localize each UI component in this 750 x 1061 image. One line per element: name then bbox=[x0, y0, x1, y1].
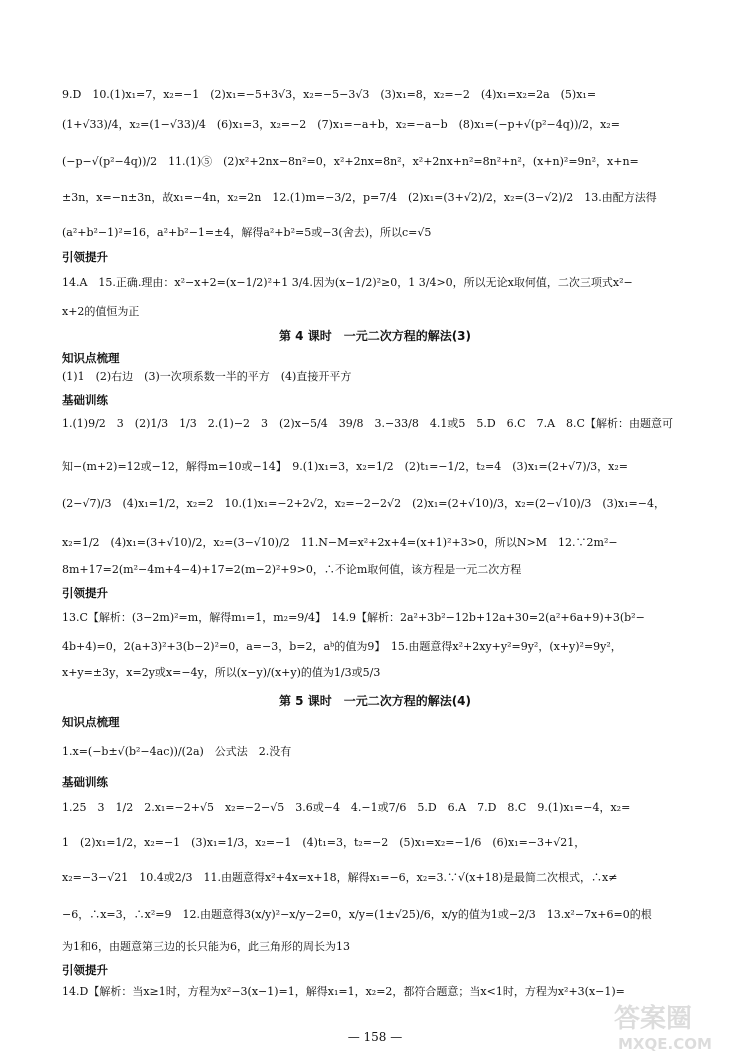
answer-line: (1+√33)/4，x₂=(1−√33)/4 (6)x₁=3，x₂=−2 (7)x₁=−a+b，x₂=−a−b (8)x₁=(−p+√(p²−4q))/2，x₂= bbox=[62, 118, 620, 131]
answer-line: 1.x=(−b±√(b²−4ac))/(2a) 公式法 2.没有 bbox=[62, 745, 292, 758]
answer-line: 8m+17=2(m²−4m+4−4)+17=2(m−2)²+9>0，∴不论m取何值，该方程是一元二次方程 bbox=[62, 563, 522, 576]
answer-line: 14.D【解析：当x≥1时，方程为x²−3(x−1)=1，解得x₁=1，x₂=2，都符合题意；当x<1时，方程为x²+3(x−1)= bbox=[62, 985, 625, 998]
lesson-title: 第 5 课时 一元二次方程的解法(4) bbox=[278, 694, 472, 708]
answer-line: (−p−√(p²−4q))/2 11.(1)⑤ (2)x²+2nx−8n²=0，x²+2nx=8n²，x²+2nx+n²=8n²+n²，(x+n)²=9n²，x+n= bbox=[62, 155, 639, 168]
answer-line: (1)1 (2)右边 (3)一次项系数一半的平方 (4)直接开平方 bbox=[62, 370, 352, 383]
answer-line: x+y=±3y，x=2y或x=−4y，所以(x−y)/(x+y)的值为1/3或5/3 bbox=[62, 666, 381, 679]
watermark-url: MXQE.COM bbox=[618, 1035, 712, 1053]
watermark-text: 答案圈 bbox=[614, 1004, 693, 1034]
answer-line: x+2的值恒为正 bbox=[62, 305, 140, 318]
answer-line: ±3n，x=−n±3n，故x₁=−4n，x₂=2n 12.(1)m=−3/2，p=7/4 (2)x₁=(3+√2)/2，x₂=(3−√2)/2 13.由配方法得 bbox=[62, 191, 657, 204]
lesson-title: 第 4 课时 一元二次方程的解法(3) bbox=[278, 329, 472, 343]
answer-line: x₂=1/2 (4)x₁=(3+√10)/2，x₂=(3−√10)/2 11.N−M=x²+2x+4=(x+1)²+3>0，所以N>M 12.∵2m²− bbox=[62, 536, 618, 549]
section-heading: 引领提升 bbox=[62, 963, 108, 977]
answer-line: (2−√7)/3 (4)x₁=1/2，x₂=2 10.(1)x₁=−2+2√2，x₂=−2−2√2 (2)x₁=(2+√10)/3，x₂=(2−√10)/3 (3)x₁=−4， bbox=[62, 497, 665, 510]
section-heading: 知识点梳理 bbox=[62, 715, 120, 729]
answer-line: 为1和6，由题意第三边的长只能为6，此三角形的周长为13 bbox=[62, 940, 350, 953]
answer-line: 知−(m+2)=12或−12，解得m=10或−14】 9.(1)x₁=3，x₂=1/2 (2)t₁=−1/2，t₂=4 (3)x₁=(2+√7)/3，x₂= bbox=[62, 460, 629, 473]
answer-line: 9.D 10.(1)x₁=7，x₂=−1 (2)x₁=−5+3√3，x₂=−5−3√3 (3)x₁=8，x₂=−2 (4)x₁=x₂=2a (5)x₁= bbox=[62, 88, 597, 101]
answer-line: x₂=−3−√21 10.4或2/3 11.由题意得x²+4x=x+18，解得x₁=−6，x₂=3.∵√(x+18)是最简二次根式，∴x≠ bbox=[62, 871, 618, 884]
watermark-logo bbox=[610, 997, 740, 1055]
answer-line: 4b+4)=0，2(a+3)²+3(b−2)²=0，a=−3，b=2，aᵇ的值为9】 15.由题意得x²+2xy+y²=9y²，(x+y)²=9y²， bbox=[62, 640, 622, 653]
section-heading: 引领提升 bbox=[62, 250, 108, 264]
answer-line: 13.C【解析：(3−2m)²=m，解得m₁=1，m₂=9/4】 14.9【解析：2a²+3b²−12b+12a+30=2(a²+6a+9)+3(b²− bbox=[62, 611, 645, 624]
section-heading: 引领提升 bbox=[62, 586, 108, 600]
section-heading: 知识点梳理 bbox=[62, 351, 120, 365]
answer-line: −6，∴x=3，∴x²=9 12.由题意得3(x/y)²−x/y−2=0，x/y=(1±√25)/6，x/y的值为1或−2/3 13.x²−7x+6=0的根 bbox=[62, 908, 652, 921]
section-heading: 基础训练 bbox=[62, 393, 108, 407]
answer-line: 14.A 15.正确.理由：x²−x+2=(x−1/2)²+1 3/4.因为(x−1/2)²≥0，1 3/4>0，所以无论x取何值，二次三项式x²− bbox=[62, 276, 633, 289]
section-heading: 基础训练 bbox=[62, 775, 108, 789]
page-number: — 158 — bbox=[347, 1030, 403, 1044]
answer-line: 1.25 3 1/2 2.x₁=−2+√5 x₂=−2−√5 3.6或−4 4.−1或7/6 5.D 6.A 7.D 8.C 9.(1)x₁=−4，x₂= bbox=[62, 801, 631, 814]
answer-line: 1.(1)9/2 3 (2)1/3 1/3 2.(1)−2 3 (2)x−5/4 39/8 3.−33/8 4.1或5 5.D 6.C 7.A 8.C【解析：由题意可 bbox=[62, 417, 673, 430]
answer-line: 1 (2)x₁=1/2，x₂=−1 (3)x₁=1/3，x₂=−1 (4)t₁=3，t₂=−2 (5)x₁=x₂=−1/6 (6)x₁=−3+√21， bbox=[62, 836, 586, 849]
answer-line: (a²+b²−1)²=16，a²+b²−1=±4，解得a²+b²=5或−3(舍去)，所以c=√5 bbox=[62, 226, 432, 239]
